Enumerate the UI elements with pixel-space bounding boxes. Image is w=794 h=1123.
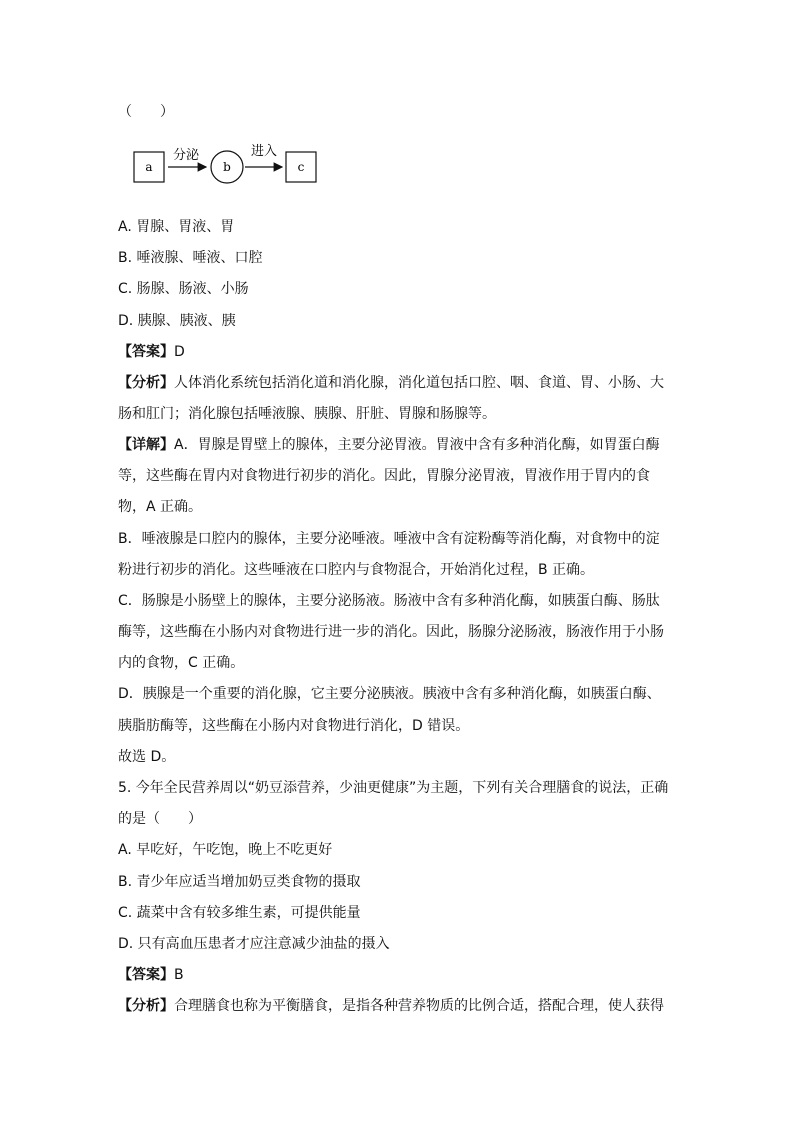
answer-value: D [174, 344, 185, 360]
q4-analysis-line-2: 肠和肛门；消化腺包括唾液腺、胰腺、肝脏、胃腺和肠腺等。 [118, 406, 496, 422]
q5-option-c: C. 蔬菜中含有较多维生素，可提供能量 [118, 905, 361, 921]
detail-text: A．胃腺是胃壁上的腺体，主要分泌胃液。胃液中含有多种消化酶，如胃蛋白酶 [174, 437, 660, 453]
answer-value: B [174, 967, 184, 983]
detail-tag: 【详解】 [118, 437, 174, 453]
q5-answer [118, 965, 184, 985]
secretion-flow-diagram [128, 140, 328, 190]
q4-detail-line-4: B．唾液腺是口腔内的腺体，主要分泌唾液。唾液中含有淀粉酶等消化酶，对食物中的淀 [118, 531, 660, 547]
arrow-enter-label: 进入 [250, 144, 278, 159]
q4-detail-line-6: C．肠腺是小肠壁上的腺体，主要分泌肠液。肠液中含有多种消化酶，如胰蛋白酶、肠肽 [118, 593, 660, 609]
q5-option-d: D. 只有高血压患者才应注意减少油盐的摄入 [118, 936, 390, 952]
analysis-tag: 【分析】 [118, 998, 174, 1014]
q4-option-d: D. 胰腺、胰液、胰 [118, 313, 236, 329]
q5-option-a: A. 早吃好，午吃饱，晚上不吃更好 [118, 842, 333, 858]
node-b-label: b [223, 160, 231, 174]
q4-answer [118, 342, 185, 362]
answer-tag: 【答案】 [118, 344, 174, 360]
q5-stem-line-1: 5. 今年全民营养周以“奶豆添营养，少油更健康”为主题，下列有关合理膳食的说法，正确 [118, 780, 669, 796]
q4-detail-line-1 [118, 435, 660, 455]
q4-option-a: A. 胃腺、胃液、胃 [118, 219, 235, 235]
q4-conclusion: 故选 D。 [118, 749, 176, 765]
q5-option-b: B. 青少年应适当增加奶豆类食物的摄取 [118, 874, 361, 890]
q4-detail-line-3: 物，A 正确。 [118, 499, 203, 515]
arrow-secrete-label: 分泌 [172, 148, 200, 163]
q4-option-b: B. 唾液腺、唾液、口腔 [118, 250, 263, 266]
analysis-tag: 【分析】 [118, 375, 174, 391]
node-c-label: c [297, 160, 305, 174]
q4-detail-line-7: 酶等，这些酶在小肠内对食物进行进一步的消化。因此，肠腺分泌肠液，肠液作用于小肠 [118, 624, 664, 640]
node-a-label: a [145, 160, 153, 174]
q4-option-c: C. 肠腺、肠液、小肠 [118, 281, 249, 297]
question-blank: （ ） [118, 104, 174, 120]
q5-stem-line-2: 的是（ ） [118, 811, 202, 827]
q4-detail-line-5: 粉进行初步的消化。这些唾液在口腔内与食物混合，开始消化过程，B 正确。 [118, 562, 595, 578]
q4-detail-line-8: 内的食物，C 正确。 [118, 655, 245, 671]
analysis-text: 人体消化系统包括消化道和消化腺，消化道包括口腔、咽、食道、胃、小肠、大 [174, 375, 664, 391]
answer-tag: 【答案】 [118, 967, 174, 983]
analysis-text: 合理膳食也称为平衡膳食，是指各种营养物质的比例合适，搭配合理，使人获得 [174, 998, 664, 1014]
q5-analysis-line-1 [118, 996, 664, 1016]
q4-detail-line-9: D．胰腺是一个重要的消化腺，它主要分泌胰液。胰液中含有多种消化酶，如胰蛋白酶、 [118, 686, 661, 702]
q4-detail-line-10: 胰脂肪酶等，这些酶在小肠内对食物进行消化，D 错误。 [118, 718, 470, 734]
q4-analysis-line-1 [118, 373, 664, 393]
q4-detail-line-2: 等，这些酶在胃内对食物进行初步的消化。因此，胃腺分泌胃液，胃液作用于胃内的食 [118, 468, 650, 484]
